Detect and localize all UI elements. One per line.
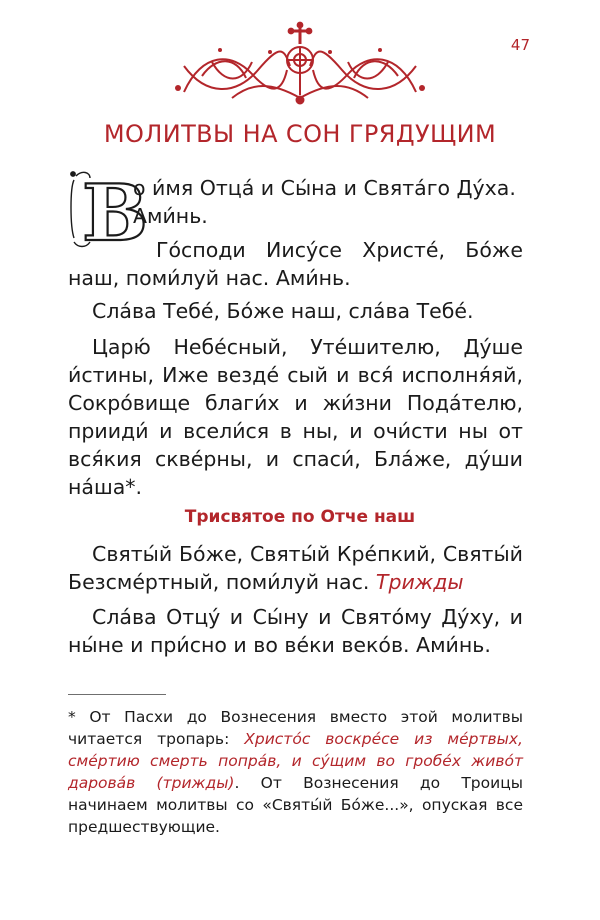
page-title: МОЛИТВЫ НА СОН ГРЯДУЩИМ	[103, 120, 497, 148]
cross-icon	[289, 23, 312, 44]
footnote-text-2: . От Вознесения до Троицы начинаем молитвы со «Святы́й Бо́же...», опуская все предшествующие.	[68, 774, 523, 836]
footnote-troparion: Христо́с воскре́се из ме́ртвых, сме́ртию смерть попра́в, и су́щим во гробе́х живо́т дарова́в (трижды)	[68, 730, 523, 792]
prayer-1-line-2: Ами́нь.	[133, 204, 208, 228]
page-number: 47	[510, 36, 530, 54]
prayer-4: Царю́ Небе́сный, Уте́шителю, Ду́ше и́стины, Иже везде́ сый и вся́ исполня́яй, Сокро́вище благи́х и жи́зни Пода́телю, прииди́ и всели́ся в ны, и очи́сти ны от вся́кия скве́рны, и спаси́, Бла́же, ду́ши на́ша*.	[68, 335, 523, 499]
prayer-2: Го́споди Иису́се Христе́, Бо́же наш, поми́луй нас. Ами́нь.	[68, 238, 523, 290]
drop-cap-letter: В	[82, 168, 148, 259]
ornamental-headpiece	[172, 22, 428, 106]
prayer-1-line-1: о и́мя Отца́ и Сы́на и Свята́го Ду́ха.	[133, 176, 516, 200]
prayer-5	[68, 540, 523, 596]
prayer-6: Сла́ва Отцу́ и Сы́ну и Свято́му Ду́ху, и ны́не и при́сно и во ве́ки веко́в. Ами́нь.	[68, 605, 523, 657]
prayer-5-text: Святы́й Бо́же, Святы́й Кре́пкий, Святы́й Безсме́ртный, поми́луй нас.	[68, 542, 523, 594]
footnote-divider	[68, 694, 166, 695]
rubric-thrice: Трижды	[375, 570, 464, 594]
section-subheading: Трисвятое по Отче наш	[184, 507, 416, 527]
footnote-text-1: * От Пасхи до Вознесения вместо этой молитвы читается тропарь:	[68, 708, 523, 748]
prayer-3: Сла́ва Тебе́, Бо́же наш, сла́ва Тебе́.	[92, 299, 474, 323]
footnote	[68, 706, 523, 838]
